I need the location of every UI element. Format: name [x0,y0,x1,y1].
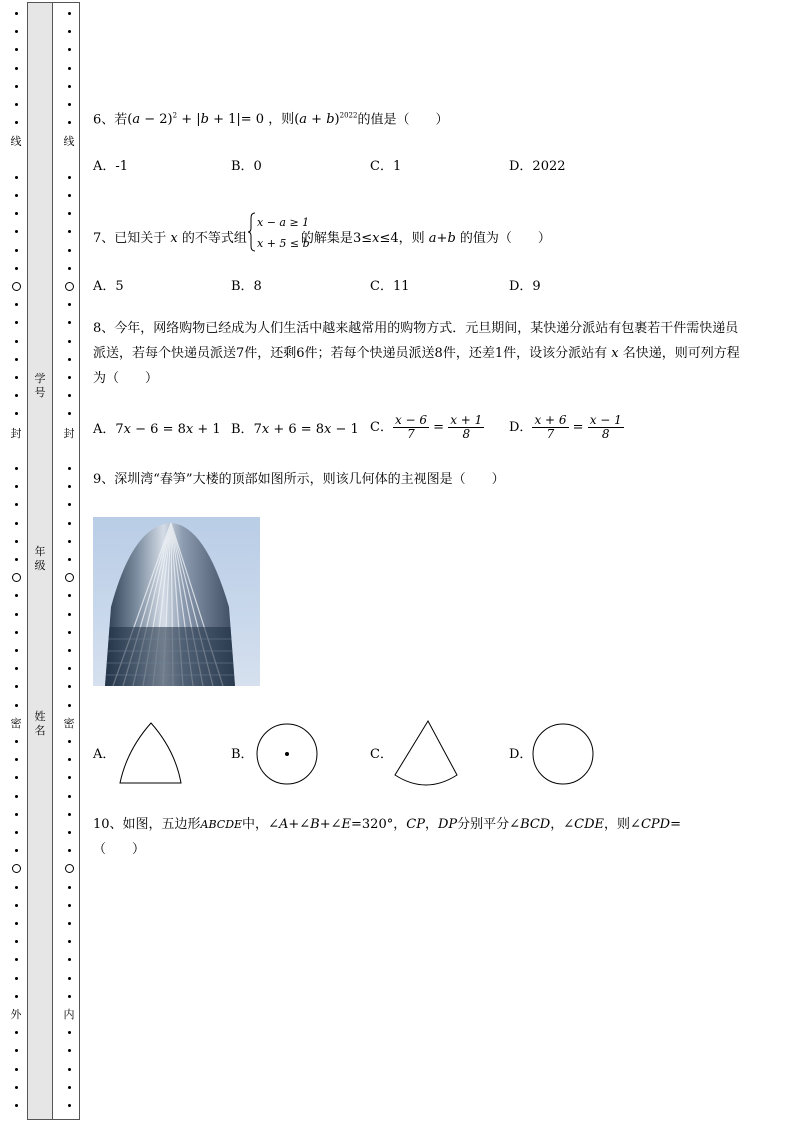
gutter-dot [15,394,18,397]
gutter-dot [15,412,18,415]
q7-mid2: 的解集是 [300,231,353,246]
gutter-dot [68,340,71,343]
gutter-dot [68,540,71,543]
gutter-dot [68,12,71,15]
q7-mid1: 的不等式组 [181,231,247,246]
q8-option-d[interactable]: D． $\frac{x + 6}{7}$ = $\frac{x - 1}{8}$ [509,413,622,441]
gutter-dot [68,358,71,361]
gutter-dot [15,813,18,816]
gutter-dot [68,412,71,415]
q9-option-d-circle[interactable] [531,722,595,786]
gutter-dot [68,958,71,961]
gutter-dot [15,503,18,506]
gutter-dot [15,594,18,597]
gutter-dot [15,831,18,834]
gutter-dot [68,594,71,597]
q9-option-c-label[interactable]: C． [370,747,393,762]
gutter-dot [68,303,71,306]
question-6 [93,104,448,132]
gutter-mark-seal-right: 封 [63,427,75,440]
q8-option-c-label: C． [370,420,393,435]
gutter-inner-column [53,2,80,1120]
q6-option-c[interactable]: C．1 [370,159,402,174]
q8-text: 8、今年，网络购物已经成为人们生活中越来越常用的购物方式．元旦期间，某快递分派站有包裹若干件需快递员派送，若每个快递员派送7件，还剩6件；若每个快递员派送8件，还差1件，设该分派站有 [93,321,739,361]
gutter-dot [68,485,71,488]
gutter-dot [68,795,71,798]
gutter-dot [68,1031,71,1034]
gutter-dot [15,12,18,15]
question-7: 7、已知关于 x 的不等式组 x − a ≥ 1 x + 5 ≤ b 的解集是3≤x≤4，则 a+b 的值为（ ） [93,213,551,264]
gutter-dot [68,849,71,852]
q9-option-a-label[interactable]: A． [93,747,116,762]
q10-mid1: 中， [242,817,269,832]
gutter-mark-seal-left: 封 [10,427,22,440]
gutter-dot [68,194,71,197]
gutter-dot [15,922,18,925]
q7-option-d[interactable]: D．9 [509,279,541,294]
gutter-mark-line-right: 线 [63,135,75,148]
q8-option-b[interactable]: B．7x + 6 = 8x − 1 [231,422,359,437]
q6-option-b[interactable]: B．0 [231,159,262,174]
gutter-dot [68,1104,71,1107]
question-9: 9、深圳湾“春笋”大楼的顶部如图所示，则该几何体的主视图是（ ） [93,472,505,487]
q8-option-d-label: D． [509,420,533,435]
q7-prefix: 7、已知关于 [93,231,167,246]
gutter-dot [68,522,71,525]
gutter-dot [15,321,18,324]
q7-option-a[interactable]: A．5 [93,279,124,294]
svg-text:x + 5 ≤ b: x + 5 ≤ b [256,237,310,250]
q6-option-a[interactable]: A．-1 [93,159,129,174]
gutter-dot [15,1049,18,1052]
gutter-dot [68,995,71,998]
gutter-circle-right [65,573,74,582]
gutter-dot [68,503,71,506]
gutter-dot [68,667,71,670]
q8-text-end: 名快递，则可列方程为（ ） [93,346,740,386]
gutter-dot [15,1086,18,1089]
gutter-mark-inner-right: 内 [63,1008,75,1021]
gutter-dot [68,904,71,907]
gutter-dot [15,540,18,543]
gutter-dot [15,212,18,215]
svg-text:x − a ≥ 1: x − a ≥ 1 [256,216,310,229]
gutter-dot [15,558,18,561]
gutter-dot [68,940,71,943]
gutter-mark-line-left: 线 [10,135,22,148]
q10-answer-blank: （ ） [93,842,146,857]
gutter-dot [68,249,71,252]
gutter-dot [15,30,18,33]
q7-mid3: ，则 [398,231,425,246]
gutter-circle-left [12,282,21,291]
q6-expression: $(a - 2)^2 + |b + 1|= 0$ ，则$(a + b)^{2022}$ [127,112,358,128]
gutter-dot [15,522,18,525]
gutter-dot [68,776,71,779]
q9-option-c-cone[interactable] [392,719,460,789]
q10-mid4: ， [550,817,564,832]
gutter-dot [15,704,18,707]
gutter-circle-right [65,282,74,291]
gutter-dot [68,685,71,688]
gutter-dot [68,30,71,33]
gutter-dot [68,977,71,980]
gutter-dot [15,194,18,197]
q7-system [247,211,310,262]
gutter-dot [68,394,71,397]
gutter-dot [68,1068,71,1071]
brace-icon [247,211,310,253]
gutter-dot [15,649,18,652]
gutter-outer-column [5,0,27,1123]
gutter-dot [15,685,18,688]
q7-suffix: 的值为（ ） [459,231,551,246]
q10-mid2: ， [393,817,407,832]
gutter-dot [68,1049,71,1052]
gutter-dot [15,103,18,106]
gutter-dot [15,886,18,889]
gutter-dot [15,776,18,779]
gutter-dot [68,267,71,270]
gutter-dot [15,340,18,343]
gutter-dot [68,922,71,925]
gutter-dot [15,758,18,761]
gutter-dot [15,303,18,306]
q6-option-d[interactable]: D．2022 [509,159,566,174]
gutter-dot [15,176,18,179]
q9-option-d-label[interactable]: D． [509,747,533,762]
grade-label: 年级 [34,545,46,572]
q9-option-b-label[interactable]: B． [231,747,254,762]
gutter-dot [15,667,18,670]
q8-option-a-label: A． [93,422,116,437]
gutter-dot [15,467,18,470]
q10-mid5: ，则 [604,817,631,832]
gutter-dot [15,977,18,980]
gutter-dot [68,558,71,561]
gutter-dot [68,103,71,106]
gutter-dot [15,904,18,907]
gutter-dot [15,631,18,634]
gutter-dot [68,176,71,179]
gutter-dot [15,358,18,361]
gutter-dot [68,813,71,816]
q8-option-a[interactable]: A．7x − 6 = 8x + 1 [93,422,221,437]
q8-option-b-label: B． [231,422,254,437]
gutter-dot [68,886,71,889]
gutter-dot [15,795,18,798]
gutter-circle-left [12,864,21,873]
q6-prefix: 6、若 [93,112,128,128]
student-id-label: 学号 [34,372,46,399]
gutter-dot [15,67,18,70]
gutter-dot [68,704,71,707]
gutter-dot [68,67,71,70]
gutter-dot [15,376,18,379]
gutter-dot [15,740,18,743]
gutter-dot [68,85,71,88]
q10-mid3: 分别平分 [457,817,510,832]
gutter-dot [68,48,71,51]
gutter-dot [15,121,18,124]
gutter-dot [15,1031,18,1034]
question-8: 8、今年，网络购物已经成为人们生活中越来越常用的购物方式．元旦期间，某快递分派站有包裹若干件需快递员派送，若每个快递员派送7件，还剩6件；若每个快递员派送8件，还差1件，设该分派站有 x 名快递，则可列方程为（ ） [93,321,740,386]
gutter-dot [68,121,71,124]
gutter-dot [15,230,18,233]
gutter-dot [15,1068,18,1071]
gutter-dot [68,740,71,743]
gutter-dot [15,940,18,943]
gutter-circle-left [12,573,21,582]
gutter-dot [68,758,71,761]
q9-option-a-curved-triangle[interactable] [117,720,185,786]
q6-suffix: 的值是（ ） [357,112,449,128]
gutter-dot [15,249,18,252]
gutter-dot [68,212,71,215]
gutter-dot [15,48,18,51]
gutter-dot [15,485,18,488]
q7-option-c[interactable]: C．11 [370,279,410,294]
gutter-dot [15,1104,18,1107]
gutter-dot [68,1086,71,1089]
gutter-dot [68,631,71,634]
q7-option-b[interactable]: B．8 [231,279,262,294]
gutter-dot [68,831,71,834]
building-photo [93,517,260,686]
name-label: 姓名 [34,710,46,737]
gutter-dot [68,321,71,324]
gutter-dot [15,613,18,616]
gutter-dot [15,995,18,998]
gutter-dot [15,849,18,852]
gutter-dot [68,467,71,470]
question-10: 10、如图，五边形ABCDE中，∠A+∠B+∠E=320°，CP，DP分别平分∠BCD，∠CDE，则∠CPD= [93,817,681,832]
gutter-mark-secret-right: 密 [63,717,75,730]
gutter-dot [68,613,71,616]
gutter-mark-outer-left: 外 [10,1008,22,1021]
gutter-mark-secret-left: 密 [10,717,22,730]
q8-option-c[interactable]: C． $\frac{x - 6}{7}$ = $\frac{x + 1}{8}$ [370,413,483,441]
gutter-dot [68,376,71,379]
q10-prefix: 10、如图，五边形 [93,817,201,832]
gutter-dot [68,230,71,233]
q9-option-b-circle-with-dot[interactable] [255,722,319,786]
gutter-dot [15,958,18,961]
gutter-dot [15,267,18,270]
gutter-circle-right [65,864,74,873]
gutter-dot [68,649,71,652]
gutter-dot [15,85,18,88]
